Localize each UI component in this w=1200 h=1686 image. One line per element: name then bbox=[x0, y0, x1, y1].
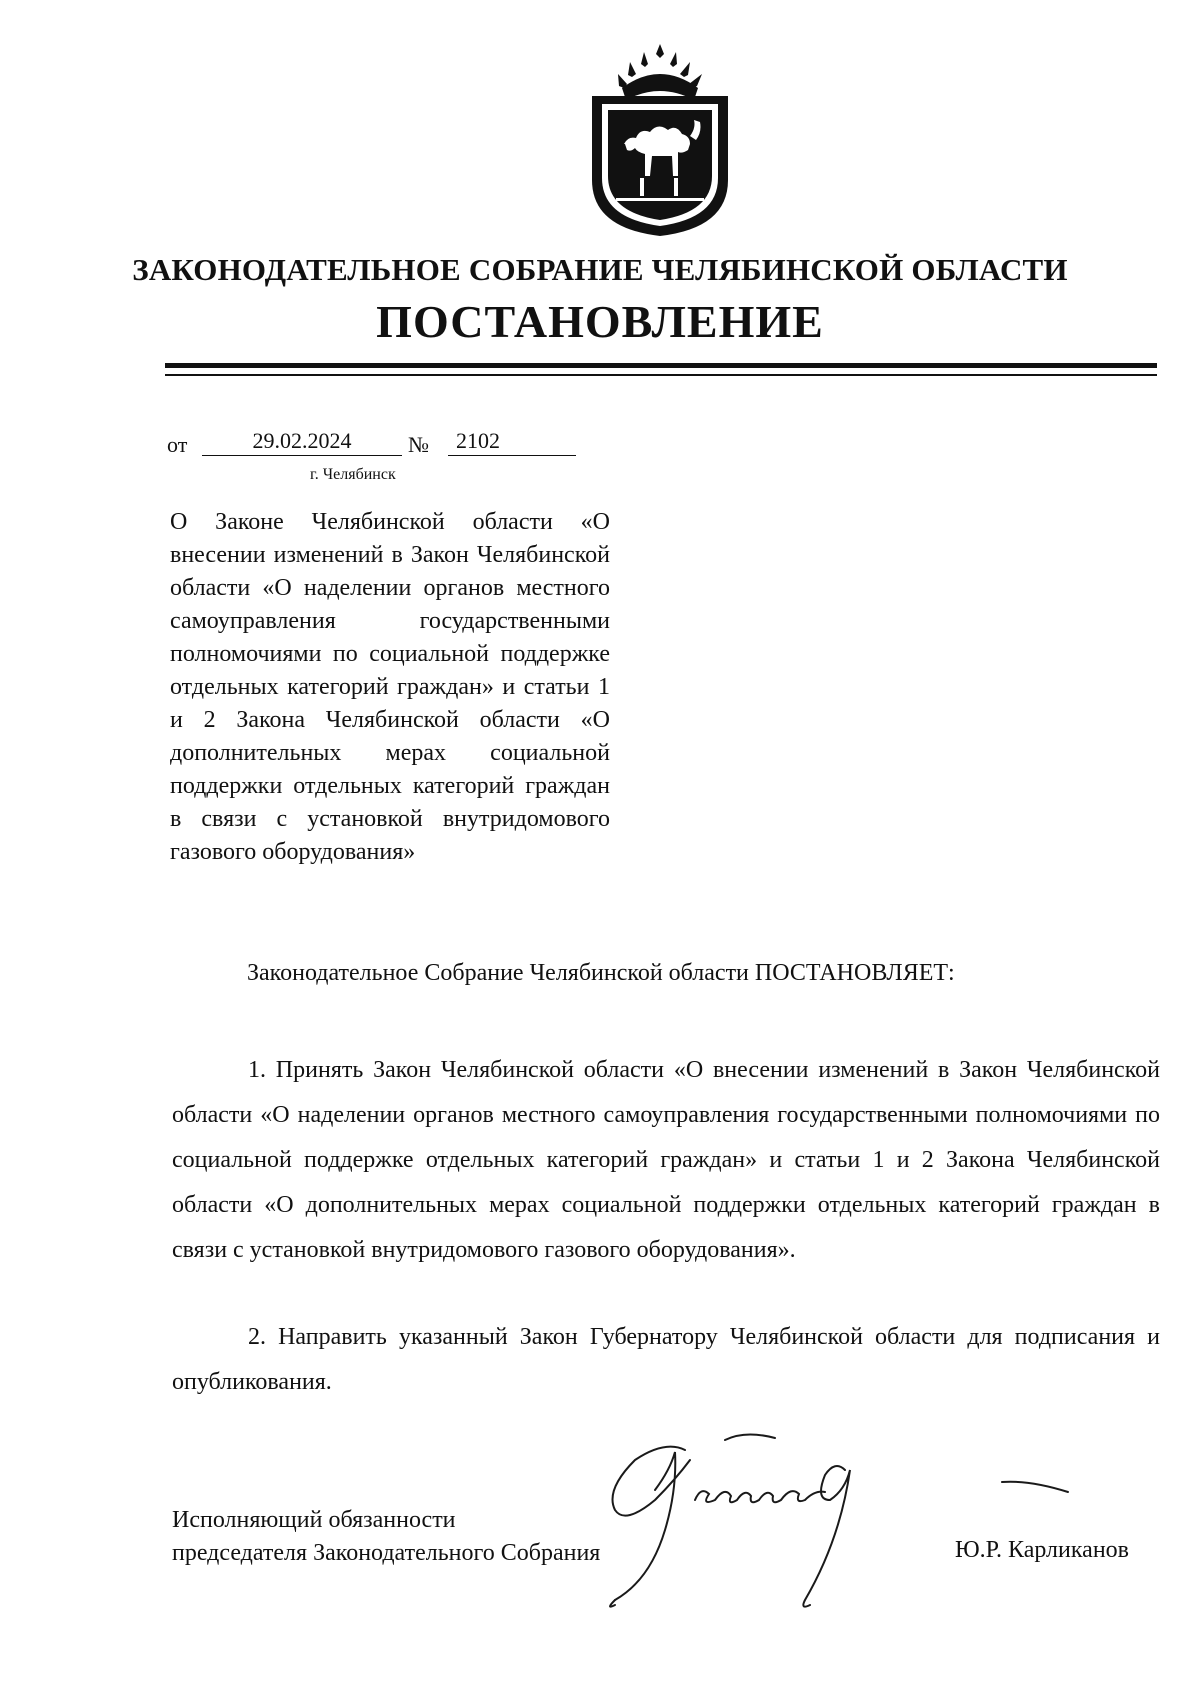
paragraph-2: 2. Направить указанный Закон Губернатору Челябинской области для подписания и опубликования. bbox=[172, 1324, 1160, 1395]
document-date: 29.02.2024 bbox=[202, 428, 402, 456]
date-label: от bbox=[167, 432, 188, 457]
signatory-role-line2: председателя Законодательного Собрания bbox=[172, 1540, 601, 1566]
decree-statement: Законодательное Собрание Челябинской области ПОСТАНОВЛЯЕТ: bbox=[247, 960, 955, 986]
document-type-title: ПОСТАНОВЛЕНИЕ bbox=[376, 296, 824, 347]
organization-title: ЗАКОНОДАТЕЛЬНОЕ СОБРАНИЕ ЧЕЛЯБИНСКОЙ ОБЛАСТИ bbox=[132, 252, 1068, 287]
document-number: 2102 bbox=[448, 428, 576, 456]
signatory-name: Ю.Р. Карликанов bbox=[955, 1537, 1129, 1563]
paragraph-1: 1. Принять Закон Челябинской области «О внесении изменений в Закон Челябинской области «О наделении органов местного самоуправления государственными полномочиями по социальной поддержке отдельных категорий граждан» и статьи 1 и 2 Закона Челябинской области «О дополнительных мерах социальной поддержки отдельных категорий граждан в связи с установкой внутридомового газового оборудования». bbox=[172, 1057, 1160, 1263]
signatory-role-line1: Исполняющий обязанности bbox=[172, 1507, 456, 1533]
city-label: г. Челябинск bbox=[310, 466, 396, 483]
signatory-role bbox=[172, 1504, 600, 1570]
handwritten-signature bbox=[595, 1430, 935, 1630]
coat-of-arms-icon bbox=[582, 40, 738, 240]
signature-dash-mark bbox=[1000, 1478, 1070, 1498]
header-rule-thin bbox=[165, 374, 1157, 376]
number-label: № bbox=[408, 432, 429, 457]
document-subject: О Законе Челябинской области «О внесении изменений в Закон Челябинской области «О наделении органов местного самоуправления государственными полномочиями по социальной поддержке отдельных категорий граждан» и статьи 1 и 2 Закона Челябинской области «О дополнительных мерах социальной поддержки отдельных категорий граждан в связи с установкой внутридомового газового оборудования» bbox=[170, 509, 610, 865]
header-rule-thick bbox=[165, 363, 1157, 368]
